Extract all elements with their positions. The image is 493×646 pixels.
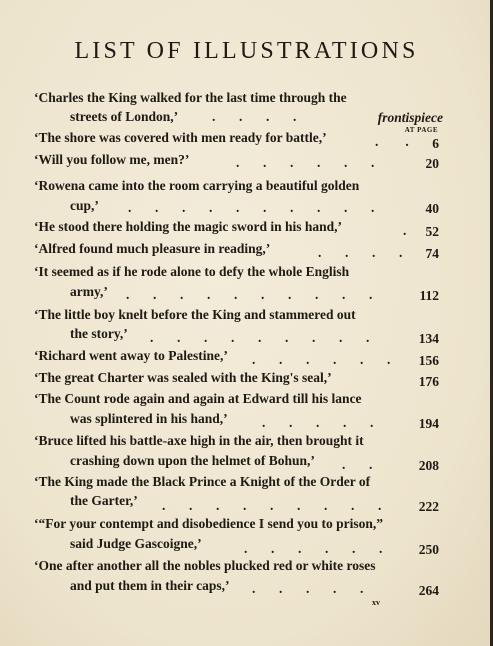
entry-page-number: 52 [425, 224, 439, 239]
entry-caption-line: ‘One after another all the nobles plucked red or white roses [34, 558, 376, 573]
entry-page-number: 208 [418, 458, 439, 473]
entry-page-number: 112 [419, 288, 439, 303]
entry-caption-line: ‘“For your contempt and disobedience I send you to prison,” [34, 516, 384, 531]
entry-caption-line: ‘Richard went away to Palestine,’ [34, 348, 228, 363]
entry-page-number: 40 [425, 201, 439, 216]
entry-caption-line: ‘Rowena came into the room carrying a beautiful golden [34, 178, 360, 193]
dot-leader: . . . . . . [252, 352, 391, 367]
dot-leader: . . . . . . [236, 155, 375, 170]
entry-page-number: 264 [418, 583, 439, 598]
entry-page-number: 6 [432, 136, 439, 151]
dot-leader: . . [375, 134, 409, 149]
dot-leader: . . . . [318, 245, 403, 260]
entry-page-number: 250 [418, 542, 439, 557]
entry-caption-line: the Garter,’ [70, 493, 138, 508]
entry-page-number: 176 [418, 374, 439, 389]
entry-caption-line: ‘The King made the Black Prince a Knight of the Order of [34, 474, 371, 489]
entry-page-number: 74 [425, 246, 439, 261]
dot-leader: . . [342, 457, 373, 472]
at-page-label: AT PAGE [404, 126, 438, 134]
entry-caption-line: the story,’ [70, 326, 128, 341]
entry-page-number: 194 [418, 416, 439, 431]
dot-leader: . [403, 223, 407, 238]
dot-leader: . . . . . . . . . . [126, 287, 373, 302]
entry-caption-line: ‘Alfred found much pleasure in reading,’ [34, 241, 271, 256]
entry-caption-line: crashing down upon the helmet of Bohun,’ [70, 453, 315, 468]
entry-caption-line: ‘Bruce lifted his battle-axe high in the air, then brought it [34, 433, 364, 448]
dot-leader: . . . . . . [244, 541, 383, 556]
entry-caption-line: ‘He stood there holding the magic sword in his hand,’ [34, 219, 343, 234]
entry-caption-line: ‘The little boy knelt before the King and stammered out [34, 307, 356, 322]
entry-caption-line: cup,’ [70, 198, 99, 213]
entry-page-number: 156 [418, 353, 439, 368]
entry-page-number: 20 [425, 156, 439, 171]
entry-page-number: 222 [418, 499, 439, 514]
entry-caption-line: ‘Will you follow me, men?’ [34, 152, 190, 167]
entry-caption-line: ‘It seemed as if he rode alone to defy the whole English [34, 264, 350, 279]
dot-leader: . . . . . . . . . [162, 498, 382, 513]
dot-leader: . . . . . [252, 581, 364, 596]
entry-caption-line: ‘The Count rode again and again at Edward till his lance [34, 391, 362, 406]
dot-leader: . . . . . . . . . [150, 330, 370, 345]
dot-leader: . . . . . [262, 415, 374, 430]
entry-caption-line: ‘The great Charter was sealed with the King's seal,’ [34, 370, 332, 385]
entry-page-number: 134 [418, 331, 439, 346]
entry-caption-line: ‘The shore was covered with men ready for battle,’ [34, 130, 327, 145]
entry-caption-line: army,’ [70, 284, 108, 299]
page-folio: xv [372, 598, 380, 607]
page-title: LIST OF ILLUSTRATIONS [74, 38, 419, 64]
dot-leader: . . . . [212, 109, 297, 124]
entry-caption-line: was splintered in his hand,’ [70, 411, 228, 426]
entry-caption-line: ‘Charles the King walked for the last time through the [34, 90, 347, 105]
dot-leader: . . . . . . . . . . [128, 200, 375, 215]
entry-caption-line: said Judge Gascoigne,’ [70, 536, 202, 551]
entry-page-number: frontispiece [377, 110, 443, 125]
entry-caption-line: streets of London,’ [70, 109, 179, 124]
entry-caption-line: and put them in their caps,’ [70, 578, 230, 593]
